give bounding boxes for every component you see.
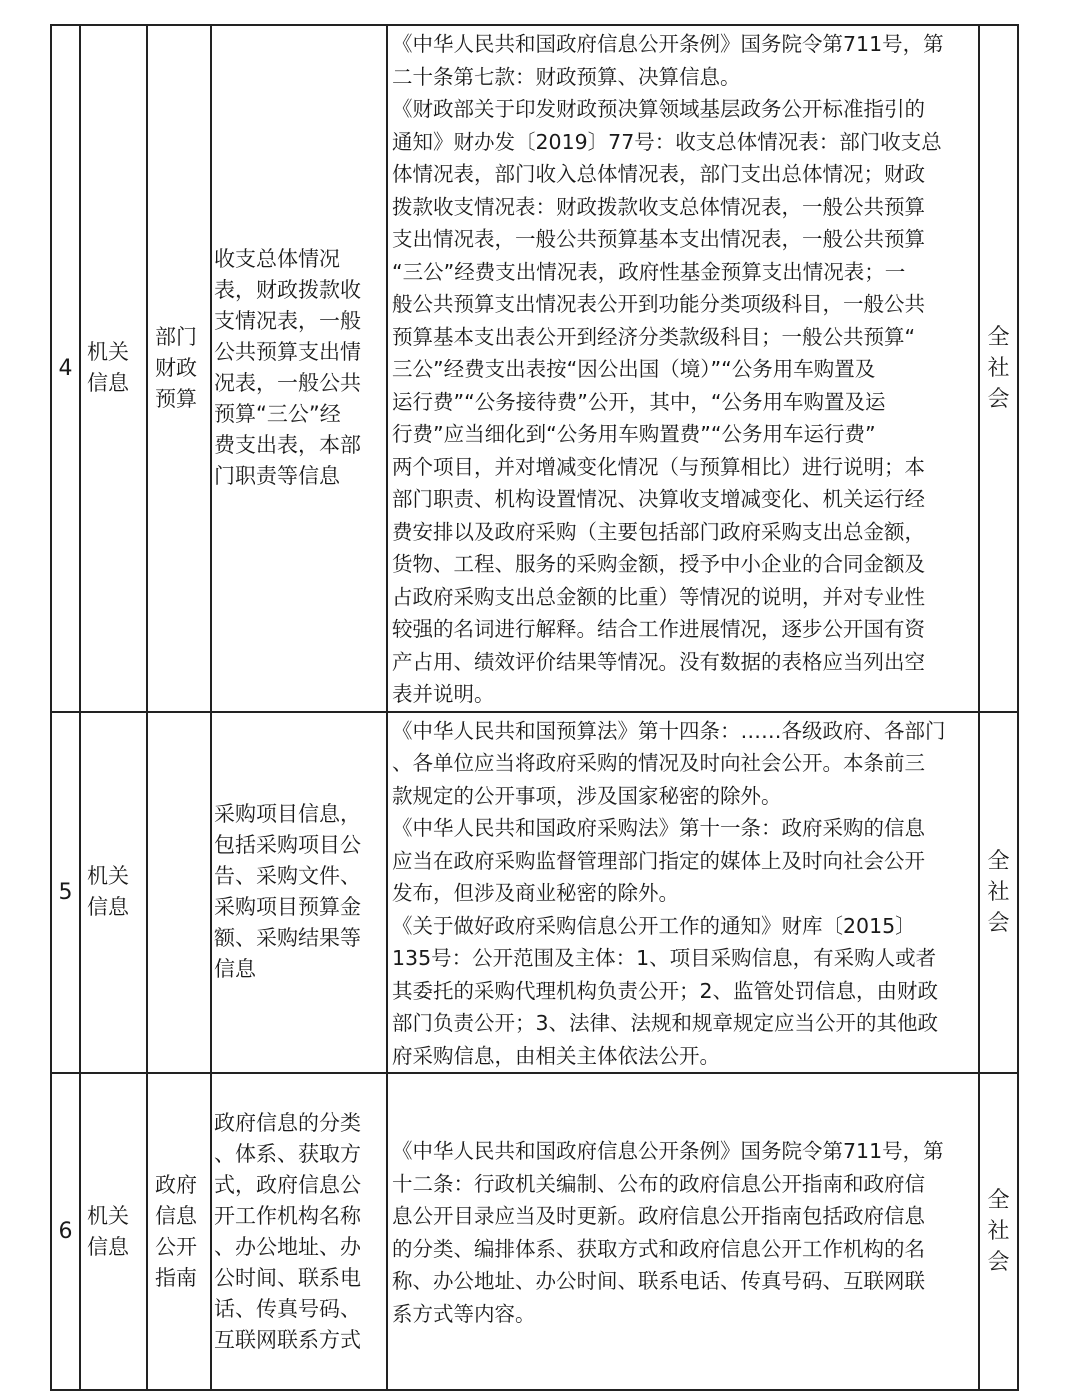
scope-char: 会	[987, 1250, 1010, 1275]
content-text: 式，政府信息公	[214, 1172, 361, 1197]
category-text: 信息	[87, 895, 129, 920]
content-text: 支情况表，一般	[214, 309, 361, 334]
basis-line: 《中华人民共和国政府信息公开条例》国务院令第711号，第	[392, 32, 944, 56]
disclosure-table	[50, 24, 1019, 1391]
content-text: 门职责等信息	[214, 464, 340, 489]
basis-line: 府采购信息，由相关主体依法公开。	[392, 1043, 720, 1068]
basis-line: 十二条：行政机关编制、公布的政府信息公开指南和政府信	[392, 1171, 925, 1196]
item-cell	[147, 712, 211, 1074]
category-text: 机关	[87, 864, 129, 889]
scope-char: 会	[987, 386, 1010, 412]
basis-line: 运行费”“公务接待费”公开，其中，“公务用车购置及运	[392, 389, 886, 414]
content-text: 况表，一般公共	[214, 371, 361, 396]
content-text: 预算“三公”经	[214, 402, 341, 427]
content-text: 互联网联系方式	[214, 1327, 361, 1352]
item-text: 指南	[155, 1265, 197, 1290]
basis-line: 表并说明。	[392, 682, 495, 706]
basis-line: 预算基本支出表公开到经济分类款级科目；一般公共预算“	[392, 324, 916, 349]
basis-line: 拨款收支情况表：财政拨款收支总体情况表，一般公共预算	[392, 194, 925, 219]
category-text: 信息	[87, 371, 129, 396]
basis-line: 体情况表，部门收入总体情况表，部门支出总体情况；财政	[392, 162, 925, 186]
content-text: 采购项目预算金	[214, 895, 361, 920]
scope-cell	[979, 1073, 1018, 1390]
content-text: 采购项目信息，	[214, 802, 361, 827]
scope-char: 全	[987, 848, 1010, 874]
content-text: 政府信息的分类	[214, 1110, 361, 1135]
content-text: 、体系、获取方	[214, 1141, 361, 1166]
basis-line: 费安排以及政府采购（主要包括部门政府采购支出总金额，	[392, 519, 925, 544]
scope-char: 会	[987, 910, 1010, 936]
row-number: 6	[58, 1219, 73, 1244]
content-text: 费支出表，本部	[214, 433, 361, 458]
basis-line: 支出情况表，一般公共预算基本支出情况表，一般公共预算	[392, 227, 925, 251]
item-text: 预算	[155, 386, 197, 411]
content-text: 话、传真号码、	[214, 1296, 361, 1321]
row-number-cell	[51, 1073, 80, 1390]
scope-char: 社	[987, 879, 1010, 905]
scope-cell	[979, 712, 1018, 1074]
scope-char: 全	[987, 1188, 1010, 1213]
content-cell	[211, 1073, 387, 1390]
content-text: 信息	[214, 957, 256, 982]
content-text: 表，财政拨款收	[214, 278, 361, 303]
content-text: 额、采购结果等	[214, 926, 361, 951]
table-body	[51, 25, 1018, 1390]
basis-line: 称、办公地址、办公时间、联系电话、传真号码、互联网联	[392, 1269, 925, 1293]
content-text: 收支总体情况	[214, 247, 340, 272]
item-text: 财政	[155, 355, 197, 380]
content-text: 公时间、联系电	[214, 1265, 361, 1290]
item-cell	[147, 25, 211, 712]
basis-line: 《中华人民共和国预算法》第十四条：……各级政府、各部门	[392, 718, 946, 743]
basis-line: 部门负责公开；3、法律、法规和规章规定应当公开的其他政	[392, 1011, 939, 1035]
basis-line: 发布，但涉及商业秘密的除外。	[392, 881, 679, 905]
category-cell	[80, 1073, 147, 1390]
category-text: 机关	[87, 1203, 129, 1228]
basis-line: 、各单位应当将政府采购的情况及时向社会公开。本条前三	[392, 751, 925, 775]
basis-line: 系方式等内容。	[392, 1301, 536, 1326]
basis-line: 《中华人民共和国政府采购法》第十一条：政府采购的信息	[392, 816, 925, 840]
basis-line: 应当在政府采购监督管理部门指定的媒体上及时向社会公开	[392, 848, 925, 873]
basis-line: 部门职责、机构设置情况、决算收支增减变化、机关运行经	[392, 487, 925, 511]
basis-line: 的分类、编排体系、获取方式和政府信息公开工作机构的名	[392, 1236, 925, 1261]
row-number-cell	[51, 712, 80, 1074]
legal-basis-cell	[387, 1073, 979, 1390]
content-text: 开工作机构名称	[214, 1203, 361, 1228]
scope-char: 社	[987, 355, 1010, 381]
basis-line: 行费”应当细化到“公务用车购置费”“公务用车运行费”	[392, 422, 876, 446]
content-text: 告、采购文件、	[214, 864, 361, 889]
basis-line: 135号：公开范围及主体：1、项目采购信息，有采购人或者	[392, 946, 937, 970]
basis-line: 款规定的公开事项，涉及国家秘密的除外。	[392, 783, 782, 808]
basis-line: 占政府采购支出总金额的比重）等情况的说明，并对专业性	[392, 584, 925, 609]
basis-line: 较强的名词进行解释。结合工作进展情况，逐步公开国有资	[392, 617, 925, 641]
table-row	[51, 1073, 1018, 1390]
basis-line: 般公共预算支出情况表公开到功能分类项级科目，一般公共	[392, 292, 925, 316]
basis-line: “三公”经费支出情况表，政府性基金预算支出情况表；一	[392, 259, 906, 284]
basis-line: 《中华人民共和国政府信息公开条例》国务院令第711号，第	[392, 1139, 944, 1163]
item-text: 信息	[155, 1203, 197, 1228]
item-text: 公开	[155, 1234, 197, 1259]
disclosure-table-page	[50, 24, 1017, 1356]
row-number: 4	[58, 355, 73, 381]
category-cell	[80, 25, 147, 712]
basis-line: 三公”经费支出表按“因公出国（境）”“公务用车购置及	[392, 357, 876, 381]
table-row	[51, 712, 1018, 1074]
basis-line: 产占用、绩效评价结果等情况。没有数据的表格应当列出空	[392, 649, 925, 674]
content-cell	[211, 712, 387, 1074]
scope-char: 全	[987, 324, 1010, 350]
basis-line: 其委托的采购代理机构负责公开；2、监管处罚信息，由财政	[392, 978, 939, 1003]
legal-basis-cell	[387, 25, 979, 712]
item-cell	[147, 1073, 211, 1390]
basis-line: 通知》财办发〔2019〕77号：收支总体情况表：部门收支总	[392, 129, 942, 154]
content-text: 包括采购项目公	[214, 833, 361, 858]
item-text: 政府	[155, 1172, 197, 1197]
basis-line: 《财政部关于印发财政预决算领域基层政务公开标准指引的	[392, 97, 925, 121]
category-text: 机关	[87, 340, 129, 365]
basis-line: 息公开目录应当及时更新。政府信息公开指南包括政府信息	[392, 1204, 925, 1228]
basis-line: 《关于做好政府采购信息公开工作的通知》财库〔2015〕	[392, 913, 916, 938]
basis-line: 两个项目，并对增减变化情况（与预算相比）进行说明；本	[392, 454, 925, 479]
category-cell	[80, 712, 147, 1074]
content-cell	[211, 25, 387, 712]
table-row	[51, 25, 1018, 712]
item-text: 部门	[155, 324, 197, 349]
basis-line: 货物、工程、服务的采购金额，授予中小企业的合同金额及	[392, 552, 925, 576]
scope-char: 社	[987, 1219, 1010, 1244]
basis-line: 二十条第七款：财政预算、决算信息。	[392, 64, 741, 89]
content-text: 、办公地址、办	[214, 1234, 361, 1259]
legal-basis-cell	[387, 712, 979, 1074]
category-text: 信息	[87, 1234, 129, 1259]
row-number-cell	[51, 25, 80, 712]
row-number: 5	[58, 879, 73, 905]
content-text: 公共预算支出情	[214, 340, 361, 365]
scope-cell	[979, 25, 1018, 712]
